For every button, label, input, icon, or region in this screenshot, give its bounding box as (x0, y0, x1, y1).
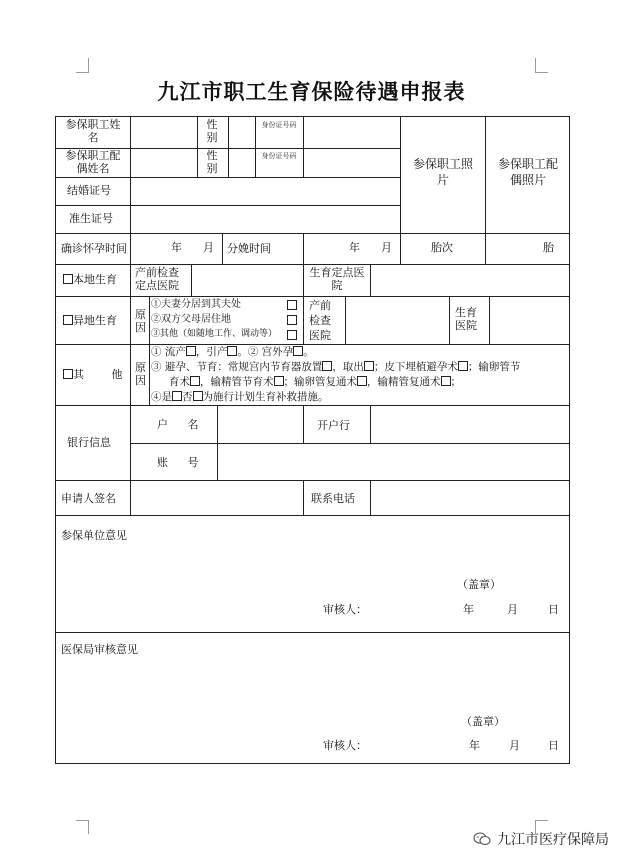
bureau-month: 月 (509, 739, 520, 752)
employer-opinion-label: 参保单位意见 (61, 529, 127, 542)
crop-mark (76, 820, 89, 821)
col-line (228, 116, 229, 177)
row-line (55, 264, 570, 265)
col-line (370, 480, 371, 515)
bank-info-label: 银行信息 (67, 436, 111, 449)
other-line-4: ④是 否 为施行计划生育补救措施。 (151, 391, 329, 403)
col-line (130, 405, 131, 480)
bureau-year: 年 (469, 739, 480, 752)
employer-day: 日 (548, 603, 559, 616)
fetus-label: 胎 (543, 241, 554, 254)
col-line (130, 264, 131, 296)
other-checkbox[interactable] (63, 369, 73, 379)
document-title: 九江市职工生育保险待遇申报表 (157, 79, 466, 104)
bureau-reviewer-label: 审核人： (323, 739, 367, 752)
id-number-label: 身份证号码 (261, 121, 297, 129)
insured-name-label: 参保职工姓名 (65, 118, 121, 144)
gender-label: 性别 (206, 118, 218, 144)
col-line (222, 233, 223, 264)
insured-photo-label: 参保职工照片 (412, 157, 473, 187)
col-line (149, 344, 150, 405)
col-line (130, 233, 131, 264)
birth-permit-label: 准生证号 (69, 212, 113, 225)
table-border (55, 116, 570, 117)
col-line (217, 405, 218, 480)
crop-mark (88, 820, 89, 834)
col-line (400, 233, 401, 264)
bureau-seal: （盖章） (461, 715, 505, 728)
row-line (55, 632, 570, 633)
col-line (449, 296, 450, 344)
account-number-label: 账 号 (157, 456, 207, 469)
col-line (400, 116, 401, 233)
col-line (303, 116, 304, 177)
account-name-label: 户 名 (157, 418, 207, 431)
watermark-text: 九江市医疗保障局 (497, 832, 609, 848)
contact-phone-label: 联系电话 (311, 492, 355, 505)
watermark (473, 829, 609, 849)
row-line (55, 344, 570, 345)
employer-seal: （盖章） (457, 578, 501, 591)
col-line (255, 116, 256, 177)
spouse-id-number-label: 身份证号码 (261, 152, 297, 160)
remote-birth-label: 异地生育 (73, 314, 117, 327)
marriage-cert-label: 结婚证号 (67, 184, 111, 197)
row-line (55, 515, 570, 516)
remote-reason-checkbox-2[interactable] (287, 315, 297, 325)
col-line (370, 405, 371, 443)
spouse-gender-label: 性别 (206, 149, 218, 175)
col-line (191, 264, 192, 296)
other-reason-label: 原因 (135, 361, 146, 387)
other-option[interactable] (63, 368, 135, 381)
other-line-2: ③ 避孕、节育：常规宫内节育器放置 ，取出 ；皮下埋植避孕术 ；输卵管节 (151, 361, 521, 373)
employer-year: 年 (463, 603, 474, 616)
remote-birth-checkbox[interactable] (63, 315, 73, 325)
row-line (55, 480, 570, 481)
parity-label: 胎次 (431, 241, 453, 254)
remote-reason-checkbox-1[interactable] (287, 300, 297, 310)
table-border (569, 116, 570, 764)
col-line (485, 233, 486, 264)
employer-month: 月 (507, 603, 518, 616)
col-line (149, 296, 150, 344)
local-prenatal-hospital-label: 产前检查定点医院 (135, 266, 179, 292)
pregnancy-year: 年 (171, 241, 182, 254)
crop-mark (76, 72, 89, 73)
local-birth-label: 本地生育 (73, 273, 117, 286)
bureau-opinion-label: 医保局审核意见 (61, 643, 138, 656)
remote-prenatal-hospital-label: 产前检查医院 (309, 299, 331, 342)
other-label: 其 他 (73, 368, 135, 381)
other-line-3: 育术 ，输精管节育术 ；输卵管复通术 ，输精管复通术 ； (169, 376, 461, 388)
remote-reason-checkbox-3[interactable] (287, 330, 297, 340)
col-line (197, 116, 198, 177)
col-line (130, 480, 131, 515)
col-line (303, 296, 304, 344)
col-line (370, 264, 371, 296)
crop-mark (535, 820, 548, 821)
crop-mark (88, 58, 89, 72)
pregnancy-month: 月 (203, 241, 214, 254)
remote-birth-hospital-label: 生育医院 (455, 306, 477, 332)
remote-reason-option-1: ①夫妻分居到其夫处 (151, 299, 241, 310)
table-border (55, 116, 56, 764)
bureau-day: 日 (548, 739, 559, 752)
col-line (303, 405, 304, 443)
table-border (55, 763, 570, 764)
crop-mark (535, 58, 536, 72)
delivery-year: 年 (349, 241, 360, 254)
col-line (345, 296, 346, 344)
bank-name-label: 开户行 (317, 419, 350, 432)
remote-reason-label: 原因 (135, 308, 146, 334)
wechat-icon (473, 832, 491, 846)
delivery-time-label: 分娩时间 (227, 242, 271, 255)
employer-reviewer-label: 审核人： (323, 603, 367, 616)
spouse-name-label: 参保职工配偶姓名 (65, 149, 121, 175)
row-line (55, 177, 400, 178)
col-line (303, 264, 304, 296)
remote-birth-option[interactable] (63, 314, 117, 327)
application-form (55, 116, 570, 764)
row-line (55, 405, 570, 406)
col-line (130, 116, 131, 233)
col-line (303, 233, 304, 264)
other-line-1: ① 流产 ，引产 。② 宫外孕 。 (151, 346, 314, 358)
col-line (130, 296, 131, 344)
pregnancy-date-label: 确诊怀孕时间 (61, 242, 127, 255)
col-line (303, 480, 304, 515)
local-birth-option[interactable] (63, 273, 117, 286)
crop-mark (535, 72, 548, 73)
local-birth-checkbox[interactable] (63, 274, 73, 284)
row-line (130, 443, 570, 444)
remote-reason-option-2: ②双方父母居住地 (151, 314, 231, 325)
col-line (485, 116, 486, 233)
row-line (55, 205, 400, 206)
delivery-month: 月 (381, 241, 392, 254)
applicant-signature-label: 申请人签名 (61, 492, 116, 505)
spouse-photo-label: 参保职工配偶照片 (497, 157, 558, 187)
local-birth-hospital-label: 生育定点医院 (309, 266, 365, 292)
row-line (55, 233, 570, 234)
row-line (55, 296, 570, 297)
col-line (489, 296, 490, 344)
remote-reason-option-3: ③其他（如随地工作、调动等） (151, 329, 278, 339)
